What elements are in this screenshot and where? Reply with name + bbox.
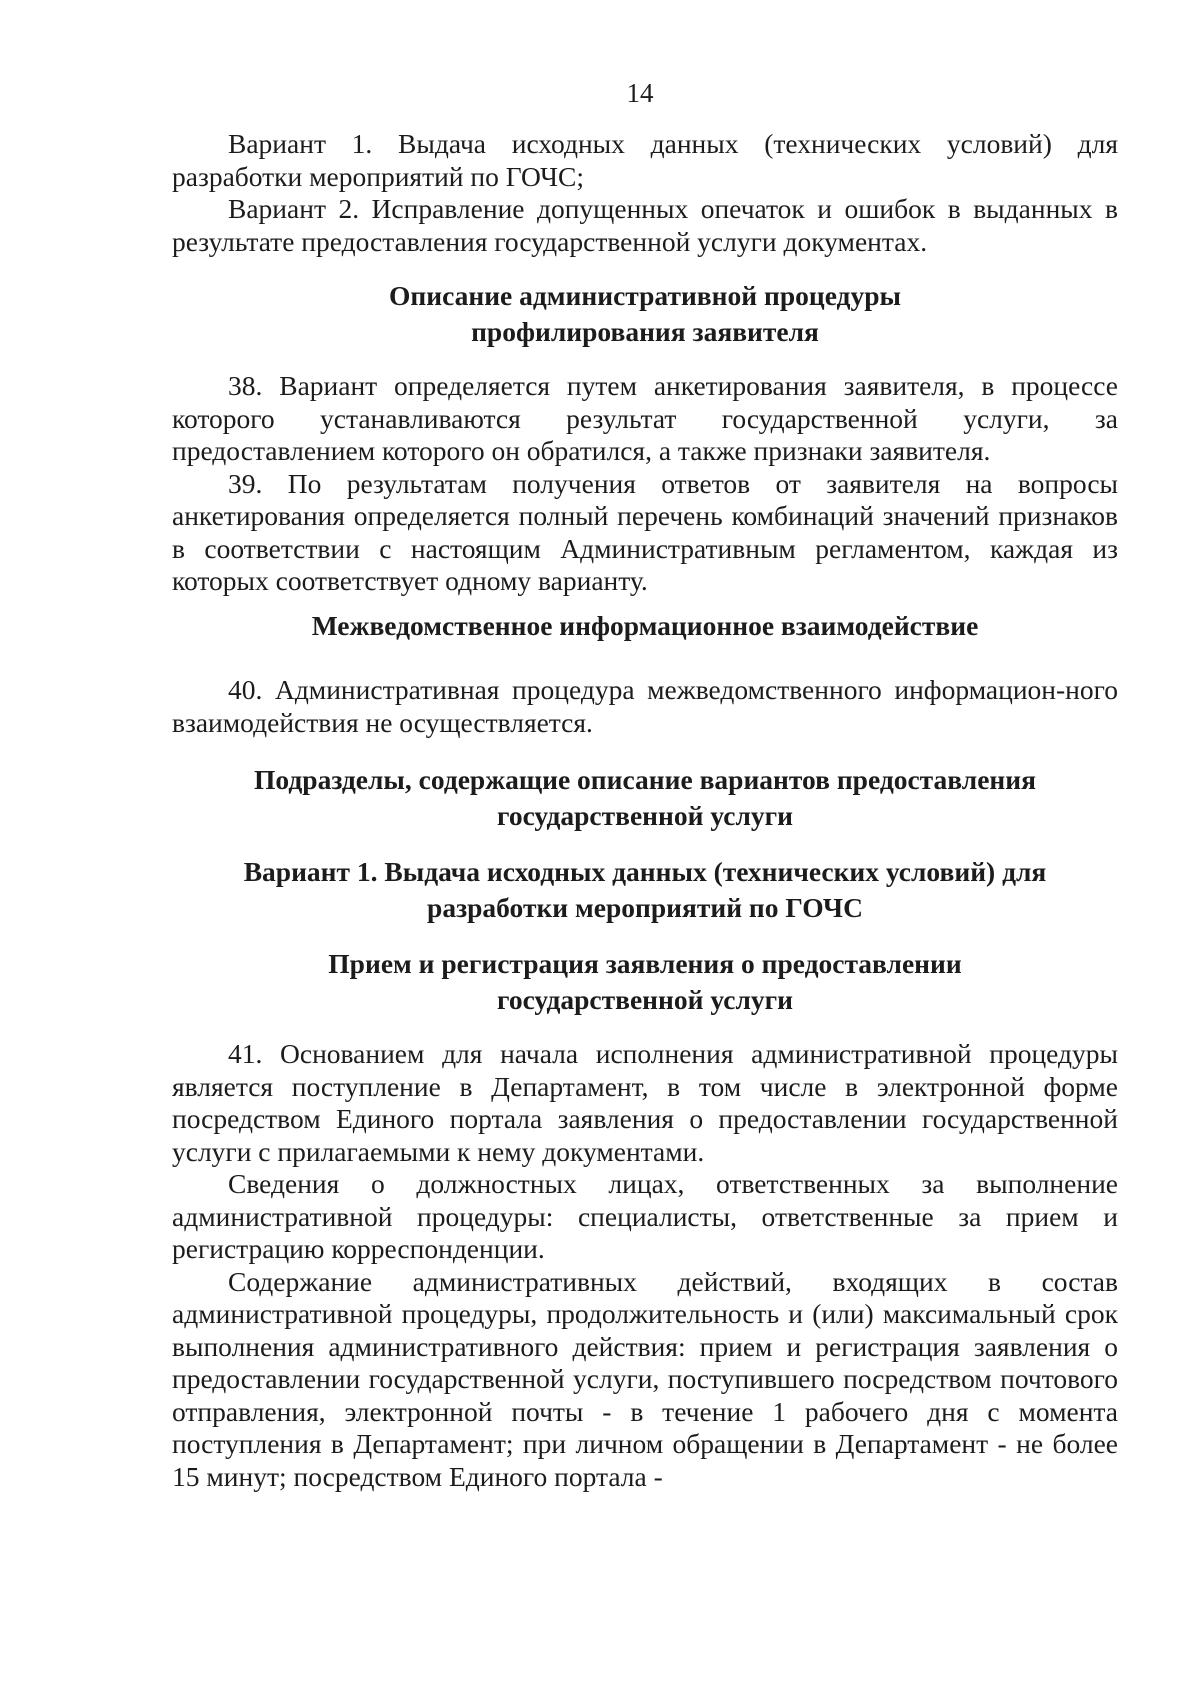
section-reception — [172, 1038, 1118, 1493]
section-profiling — [172, 370, 1118, 598]
heading-reception-line-2: государственной услуги — [497, 984, 793, 1015]
paragraph-40: 40. Административная процедура межведомственного информацион-ного взаимодействия не осуществляется. — [172, 674, 1118, 738]
heading-profiling-line-1: Описание административной процедуры — [389, 280, 901, 311]
heading-interagency — [172, 608, 1118, 644]
paragraph-38: 38. Вариант определяется путем анкетирования заявителя, в процессе которого устанавливаются результат государственной услуги, за предоставлением которого он обратился, а также признаки заявителя. — [172, 370, 1118, 466]
heading-reception-line-1: Прием и регистрация заявления о предоставлении — [328, 948, 962, 979]
section-interagency — [172, 674, 1118, 739]
heading-variant-1-line-1: Вариант 1. Выдача исходных данных (технических условий) для — [243, 856, 1047, 887]
page-number: 14 — [626, 78, 654, 108]
heading-subsections-line-2: государственной услуги — [497, 800, 793, 831]
paragraph-actions-content: Содержание административных действий, входящих в состав административной процедуры, продолжительность и (или) максимальный срок выполнения административного действия: прием и регистрация заявления о предоставлении государственной услуги, поступившего посредством почтового отправления, электронной почты - в течение 1 рабочего дня с момента поступления в Департамент; при личном обращении в Департамент - не более 15 минут; посредством Единого портала - — [172, 1265, 1118, 1492]
intro-variants — [172, 128, 1118, 258]
heading-subsections-line-1: Подразделы, содержащие описание вариантов предоставления — [254, 764, 1036, 795]
heading-reception — [172, 946, 1118, 1018]
heading-variant-1 — [172, 854, 1118, 926]
paragraph-officials: Сведения о должностных лицах, ответственных за выполнение административной процедуры: специалисты, ответственные за прием и регистрацию корреспонденции. — [172, 1168, 1118, 1264]
variant-1-item: Вариант 1. Выдача исходных данных (технических условий) для разработки мероприятий по ГОЧС; — [172, 128, 1118, 192]
paragraph-41: 41. Основанием для начала исполнения административной процедуры является поступление в Департамент, в том числе в электронной форме посредством Единого портала заявления о предоставлении государственной услуги с прилагаемыми к нему документами. — [172, 1038, 1118, 1167]
paragraph-39: 39. По результатам получения ответов от заявителя на вопросы анкетирования определяется полный перечень комбинаций значений признаков в соответствии с настоящим Административным регламентом, каждая из которых соответствует одному варианту. — [172, 467, 1118, 596]
variant-2-item: Вариант 2. Исправление допущенных опечаток и ошибок в выданных в результате предоставления государственной услуги документах. — [172, 193, 1118, 257]
heading-variant-1-line-2: разработки мероприятий по ГОЧС — [427, 892, 863, 923]
heading-profiling — [172, 278, 1118, 350]
heading-subsections — [172, 762, 1118, 834]
heading-profiling-line-2: профилирования заявителя — [471, 316, 819, 347]
heading-interagency-line-1: Межведомственное информационное взаимодействие — [311, 610, 979, 641]
